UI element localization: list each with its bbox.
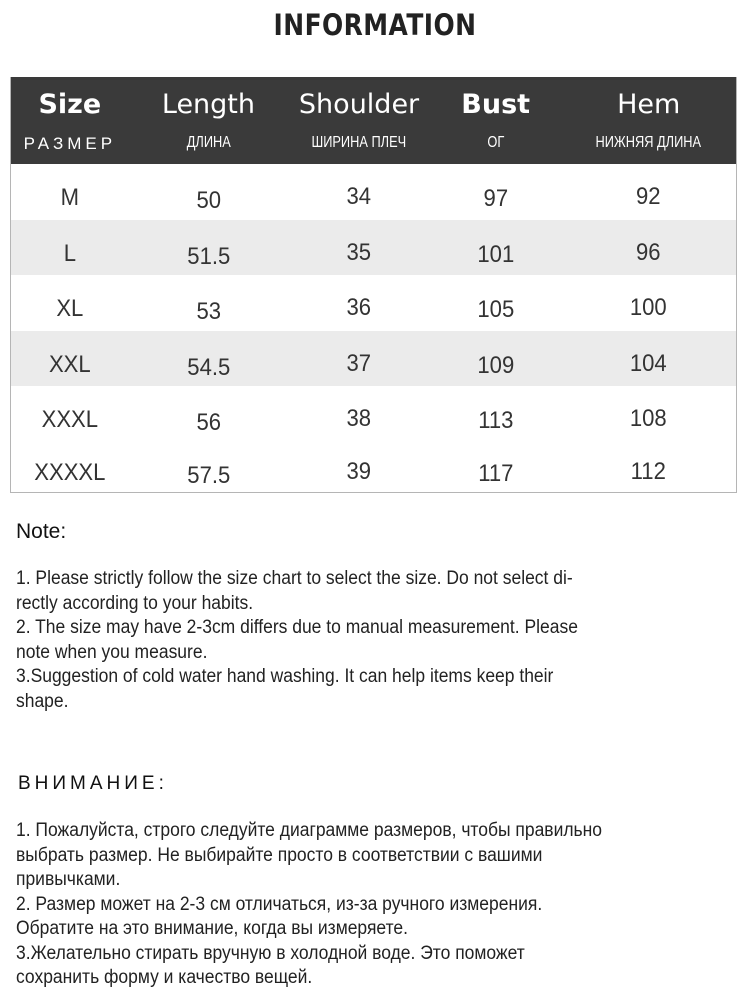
- cell-hem: 112: [631, 458, 667, 485]
- header-hem-ru: НИЖНЯЯ ДЛИНА: [595, 134, 702, 151]
- notes-body-ru: [16, 819, 734, 991]
- cell-bust: 109: [477, 351, 515, 379]
- header-hem-en: Hem: [617, 89, 681, 120]
- cell-bust: 117: [478, 460, 514, 487]
- cell-shoulder: 34: [346, 183, 372, 210]
- cell-bust: 105: [477, 296, 515, 323]
- notes-heading-ru: ВНИМАНИЕ:: [18, 773, 168, 794]
- note-line: выбрать размер. Не выбирайте просто в соответствии с вашими: [16, 844, 543, 866]
- cell-hem: 100: [630, 294, 668, 321]
- cell-size: M: [60, 184, 80, 211]
- header-bust-ru: ОГ: [487, 134, 505, 151]
- table-row: [11, 164, 736, 220]
- header-hem: [561, 77, 736, 164]
- note-line: привычками.: [16, 869, 121, 890]
- cell-length: 50: [196, 187, 221, 214]
- cell-hem: 104: [630, 349, 668, 377]
- notes-russian: [16, 771, 736, 991]
- cell-shoulder: 37: [346, 349, 372, 377]
- cell-shoulder: 36: [346, 294, 372, 321]
- note-line: 3.Suggestion of cold water hand washing. It can help items keep their: [16, 666, 554, 687]
- cell-hem: 92: [636, 183, 662, 210]
- header-length-ru: ДЛИНА: [186, 134, 231, 151]
- header-length-en: Length: [161, 89, 256, 120]
- cell-size: XXL: [48, 350, 91, 378]
- header-shoulder-en: Shoulder: [298, 89, 420, 120]
- cell-size: L: [63, 239, 76, 267]
- cell-length: 56: [196, 409, 221, 436]
- header-length: [129, 77, 289, 164]
- table-row: [11, 220, 736, 276]
- size-chart-table: [10, 77, 737, 493]
- table-row: [11, 386, 736, 439]
- notes-heading-en: Note:: [16, 520, 67, 543]
- note-line: rectly according to your habits.: [16, 592, 254, 614]
- cell-size: XXXXL: [34, 459, 106, 486]
- cell-length: 53: [196, 298, 221, 325]
- header-size: [11, 77, 129, 164]
- cell-shoulder: 35: [346, 238, 372, 266]
- page-title: INFORMATION: [273, 8, 477, 42]
- header-shoulder: [288, 77, 430, 164]
- header-shoulder-ru: ШИРИНА ПЛЕЧ: [311, 134, 407, 151]
- cell-size: XL: [56, 295, 84, 322]
- table-header-row: [11, 77, 736, 164]
- note-line: 2. Размер может на 2-3 см отличаться, из-за ручного измерения.: [16, 893, 543, 915]
- header-size-en: Size: [38, 89, 102, 120]
- header-bust-en: Bust: [461, 89, 531, 120]
- notes-body-en: [16, 567, 734, 714]
- cell-length: 57.5: [186, 462, 230, 489]
- note-line: 3.Желательно стирать вручную в холодной воде. Это поможет: [16, 942, 525, 964]
- table-row: [11, 275, 736, 331]
- cell-bust: 113: [478, 407, 514, 434]
- cell-bust: 101: [477, 240, 515, 268]
- notes-english: [16, 519, 736, 714]
- note-line: shape.: [16, 690, 69, 712]
- table-row: [11, 331, 736, 387]
- note-line: 1. Please strictly follow the size chart to select the size. Do not select di-: [16, 568, 573, 589]
- note-line: сохранить форму и качество вещей.: [16, 967, 313, 988]
- cell-hem: 96: [636, 238, 662, 266]
- cell-bust: 97: [483, 185, 508, 212]
- note-line: 1. Пожалуйста, строго следуйте диаграмме размеров, чтобы правильно: [16, 820, 603, 841]
- note-line: 2. The size may have 2-3cm differs due to manual measurement. Please: [16, 617, 578, 638]
- header-size-ru: РАЗМЕР: [23, 134, 117, 153]
- table-row: [11, 439, 736, 492]
- cell-hem: 108: [630, 405, 668, 432]
- header-bust: [430, 77, 562, 164]
- cell-length: 54.5: [186, 353, 230, 381]
- cell-shoulder: 38: [346, 405, 372, 432]
- cell-length: 51.5: [186, 242, 230, 270]
- note-line: note when you measure.: [16, 641, 208, 663]
- note-line: Обратите на это внимание, когда вы измеряете.: [16, 918, 408, 939]
- cell-shoulder: 39: [346, 458, 372, 485]
- cell-size: XXXL: [41, 406, 99, 433]
